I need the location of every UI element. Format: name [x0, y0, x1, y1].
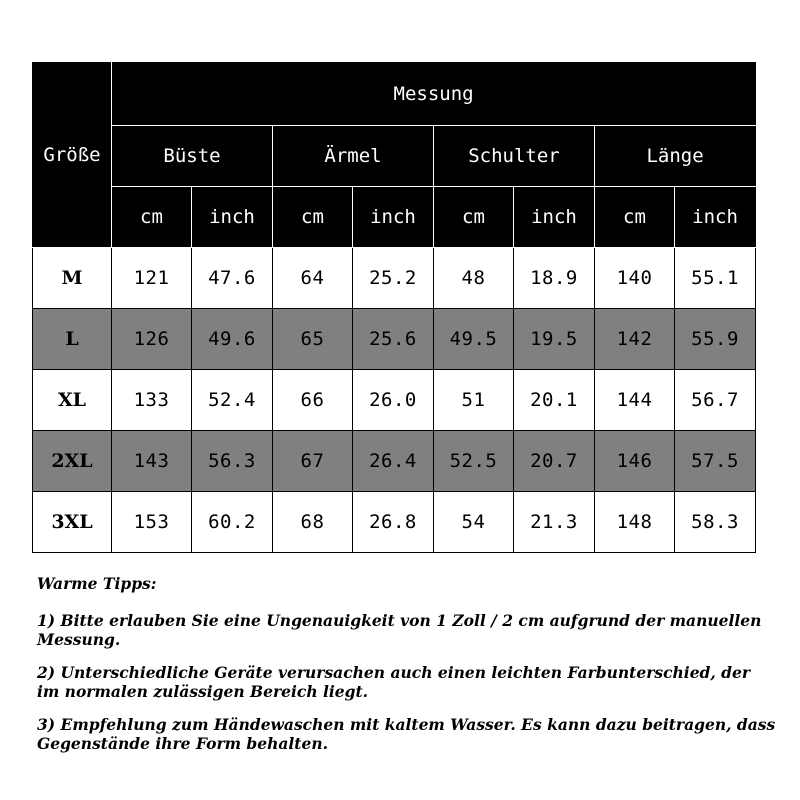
group-header-shoulder: Schulter — [434, 126, 595, 187]
size-cell: 3XL — [33, 492, 112, 553]
measurement-header: Messung — [112, 63, 756, 126]
value-cell: 121 — [112, 248, 192, 309]
value-cell: 55.1 — [675, 248, 756, 309]
value-cell: 54 — [434, 492, 514, 553]
group-header-length: Länge — [595, 126, 756, 187]
size-header: Größe — [33, 63, 112, 248]
table-row — [33, 248, 756, 309]
group-header-bust: Büste — [112, 126, 273, 187]
table-row — [33, 492, 756, 553]
tip-item: 3) Empfehlung zum Händewaschen mit kaltem Wasser. Es kann dazu beitragen, dass Gegenstände ihre Form behalten. — [37, 715, 776, 753]
unit-header: cm — [273, 187, 353, 248]
value-cell: 20.7 — [514, 431, 595, 492]
unit-header: cm — [112, 187, 192, 248]
value-cell: 66 — [273, 370, 353, 431]
unit-header: cm — [595, 187, 675, 248]
value-cell: 47.6 — [192, 248, 273, 309]
value-cell: 48 — [434, 248, 514, 309]
size-chart-table — [32, 62, 756, 553]
value-cell: 126 — [112, 309, 192, 370]
size-cell: M — [33, 248, 112, 309]
value-cell: 64 — [273, 248, 353, 309]
value-cell: 25.2 — [353, 248, 434, 309]
value-cell: 142 — [595, 309, 675, 370]
table-row — [33, 431, 756, 492]
value-cell: 146 — [595, 431, 675, 492]
value-cell: 26.4 — [353, 431, 434, 492]
value-cell: 56.7 — [675, 370, 756, 431]
value-cell: 18.9 — [514, 248, 595, 309]
value-cell: 67 — [273, 431, 353, 492]
value-cell: 133 — [112, 370, 192, 431]
value-cell: 25.6 — [353, 309, 434, 370]
value-cell: 143 — [112, 431, 192, 492]
value-cell: 52.5 — [434, 431, 514, 492]
table-row — [33, 309, 756, 370]
value-cell: 21.3 — [514, 492, 595, 553]
unit-header: cm — [434, 187, 514, 248]
value-cell: 140 — [595, 248, 675, 309]
value-cell: 49.5 — [434, 309, 514, 370]
value-cell: 57.5 — [675, 431, 756, 492]
value-cell: 49.6 — [192, 309, 273, 370]
group-header-sleeve: Ärmel — [273, 126, 434, 187]
value-cell: 148 — [595, 492, 675, 553]
value-cell: 65 — [273, 309, 353, 370]
tip-item: 2) Unterschiedliche Geräte verursachen auch einen leichten Farbunterschied, der im normalen zulässigen Bereich liegt. — [37, 663, 751, 701]
value-cell: 51 — [434, 370, 514, 431]
value-cell: 52.4 — [192, 370, 273, 431]
tips-title: Warme Tipps: — [37, 574, 157, 593]
value-cell: 56.3 — [192, 431, 273, 492]
tips-section — [37, 574, 777, 767]
unit-header: inch — [353, 187, 434, 248]
value-cell: 26.0 — [353, 370, 434, 431]
value-cell: 19.5 — [514, 309, 595, 370]
value-cell: 26.8 — [353, 492, 434, 553]
unit-header: inch — [514, 187, 595, 248]
size-cell: XL — [33, 370, 112, 431]
value-cell: 68 — [273, 492, 353, 553]
size-cell: L — [33, 309, 112, 370]
tip-item: 1) Bitte erlauben Sie eine Ungenauigkeit von 1 Zoll / 2 cm aufgrund der manuellen Messung. — [37, 611, 762, 649]
unit-header: inch — [192, 187, 273, 248]
value-cell: 20.1 — [514, 370, 595, 431]
value-cell: 60.2 — [192, 492, 273, 553]
value-cell: 55.9 — [675, 309, 756, 370]
value-cell: 58.3 — [675, 492, 756, 553]
table-row — [33, 370, 756, 431]
unit-header: inch — [675, 187, 756, 248]
value-cell: 144 — [595, 370, 675, 431]
size-cell: 2XL — [33, 431, 112, 492]
value-cell: 153 — [112, 492, 192, 553]
